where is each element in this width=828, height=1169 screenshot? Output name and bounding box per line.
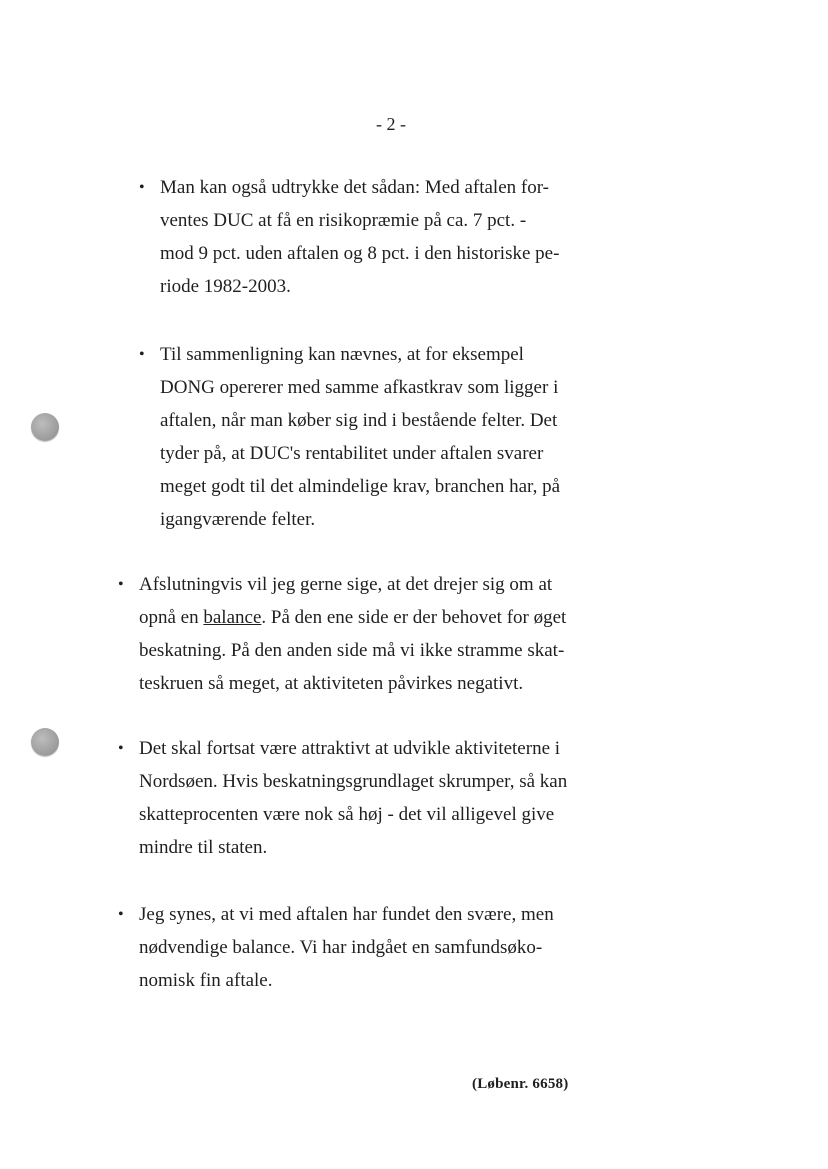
text-line: Til sammenligning kan nævnes, at for eksempel xyxy=(160,344,524,365)
text-line: mod 9 pct. uden aftalen og 8 pct. i den historiske pe- xyxy=(160,243,560,264)
text-line: Afslutningvis vil jeg gerne sige, at det drejer sig om at xyxy=(139,574,553,595)
punch-hole-bottom xyxy=(31,728,59,756)
text-line: igangværende felter. xyxy=(160,509,316,530)
text-line: teskruen så meget, at aktiviteten påvirkes negativt. xyxy=(139,673,524,694)
text-line: skatteprocenten være nok så høj - det vil alligevel give xyxy=(139,804,555,825)
bullet-item xyxy=(118,898,554,997)
text-line: nødvendige balance. Vi har indgået en samfundsøko- xyxy=(139,937,543,958)
bullet-dot: • xyxy=(118,576,124,593)
text-line: Nordsøen. Hvis beskatningsgrundlaget skrumper, så kan xyxy=(139,771,568,792)
footer-reference-number: (Løbenr. 6658) xyxy=(472,1076,569,1092)
underlined-word: balance xyxy=(203,607,262,628)
punch-hole-top xyxy=(31,413,59,441)
text-segment: . På den ene side er der behovet for øget xyxy=(261,607,567,628)
bullet-item xyxy=(139,171,560,303)
text-line: Man kan også udtrykke det sådan: Med aftalen for- xyxy=(160,177,549,198)
page-number: - 2 - xyxy=(376,114,406,134)
text-line: aftalen, når man køber sig ind i bestående felter. Det xyxy=(160,410,558,431)
bullet-dot: • xyxy=(118,740,124,757)
text-line: nomisk fin aftale. xyxy=(139,970,273,991)
text-line: ventes DUC at få en risikopræmie på ca. 7 pct. - xyxy=(160,210,527,231)
bullet-item xyxy=(118,568,567,700)
bullet-dot: • xyxy=(139,179,145,196)
text-segment: opnå en xyxy=(139,607,204,628)
text-line: tyder på, at DUC's rentabilitet under aftalen svarer xyxy=(160,443,544,464)
text-line: DONG opererer med samme afkastkrav som ligger i xyxy=(160,377,559,398)
text-line: Det skal fortsat være attraktivt at udvikle aktiviteterne i xyxy=(139,738,561,759)
bullet-dot: • xyxy=(118,906,124,923)
bullet-item xyxy=(118,732,568,864)
text-line: Jeg synes, at vi med aftalen har fundet den svære, men xyxy=(139,904,554,925)
text-line xyxy=(139,601,566,634)
text-line: riode 1982-2003. xyxy=(160,276,291,297)
text-line: meget godt til det almindelige krav, branchen har, på xyxy=(160,476,561,497)
text-line: mindre til staten. xyxy=(139,837,268,858)
bullet-item xyxy=(139,338,561,536)
bullet-dot: • xyxy=(139,346,145,363)
text-line: beskatning. På den anden side må vi ikke stramme skat- xyxy=(139,640,565,661)
